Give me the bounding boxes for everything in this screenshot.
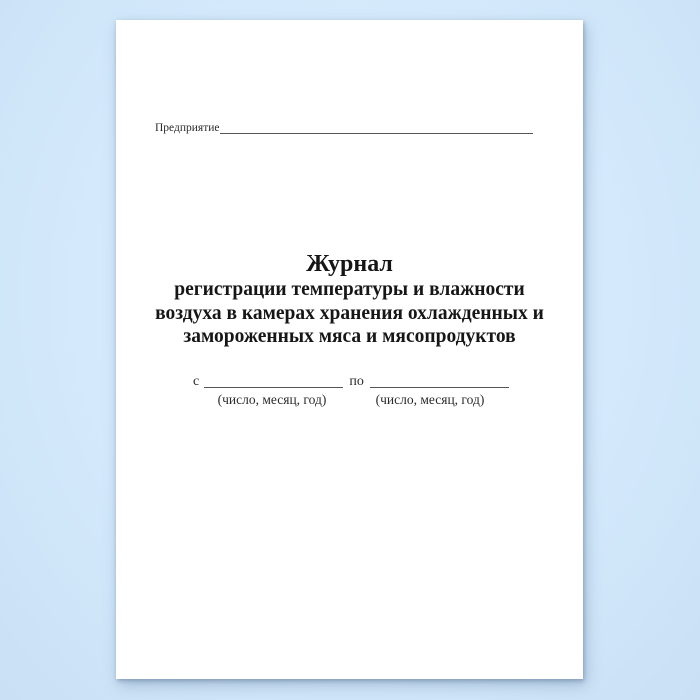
enterprise-blank-line <box>220 132 534 134</box>
date-from-blank-line <box>204 386 343 388</box>
document-subtitle-line-1: регистрации температуры и влажности <box>174 279 525 300</box>
document-title: Журнал <box>306 251 393 277</box>
date-to-blank-line <box>370 386 509 388</box>
date-range-block <box>193 372 509 408</box>
enterprise-field <box>155 121 533 135</box>
date-range-row <box>193 372 509 390</box>
date-from-caption: (число, месяц, год) <box>217 392 327 407</box>
journal-cover-page <box>116 20 583 679</box>
enterprise-label: Предприятие <box>155 122 220 134</box>
date-captions-row <box>193 392 509 408</box>
document-subtitle-line-3: замороженных мяса и мясопродуктов <box>183 326 516 347</box>
date-to-label: по <box>349 374 364 389</box>
title-block <box>116 251 583 349</box>
date-to-caption: (число, месяц, год) <box>375 392 485 407</box>
date-from-label: с <box>193 374 200 389</box>
document-subtitle-line-2: воздуха в камерах хранения охлажденных и <box>155 302 544 324</box>
